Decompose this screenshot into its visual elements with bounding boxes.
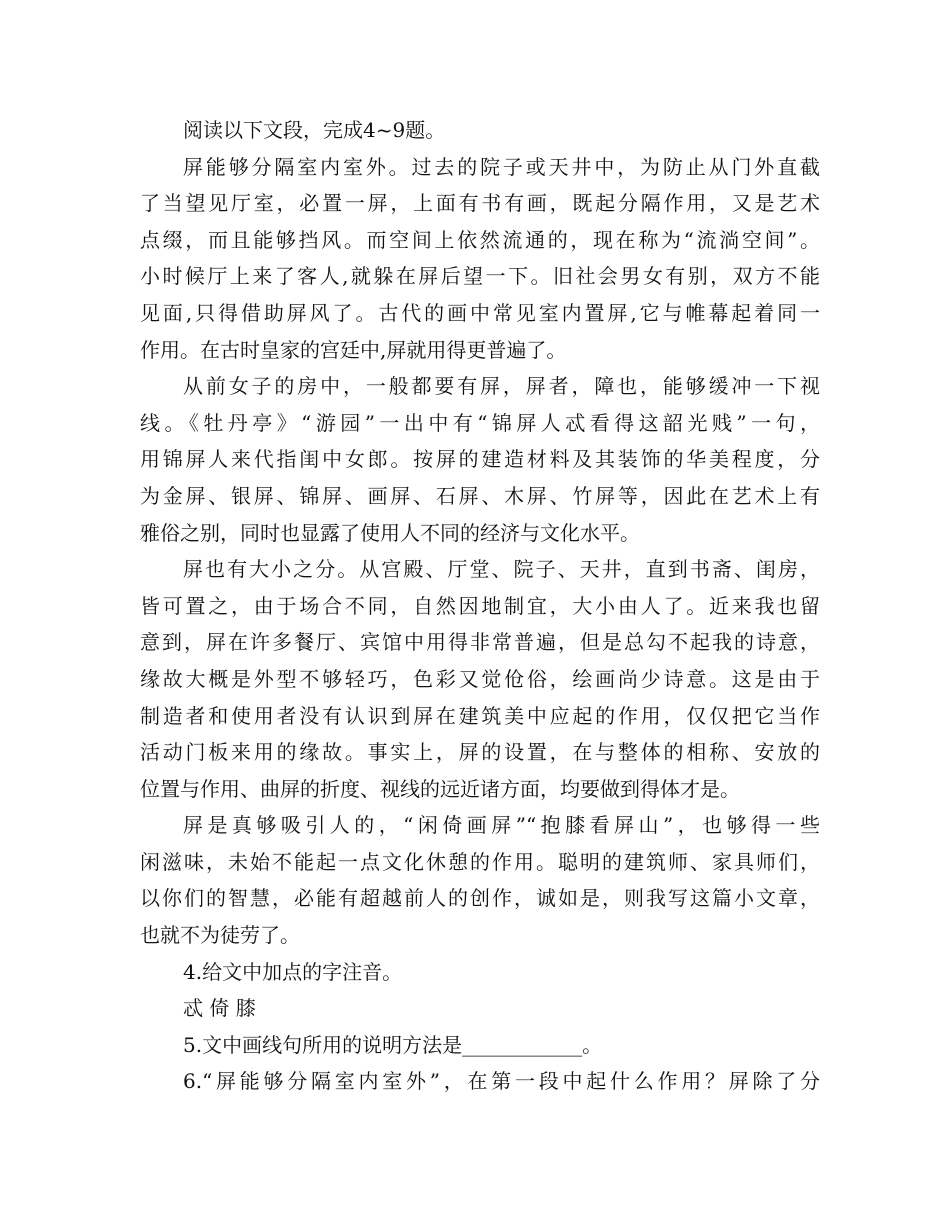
paragraph-2-line-3: 用锦屏人来代指闺中女郎。按屏的建造材料及其装饰的华美程度，分 [140, 447, 820, 472]
paragraph-1-line-5: 见面,只得借助屏风了。古代的画中常见室内置屏,它与帷幕起着同一 [140, 300, 820, 325]
paragraph-3-line-7: 位置与作用、曲屏的折度、视线的远近诸方面，均要做到得体才是。 [140, 776, 740, 801]
question-4: 4.给文中加点的字注音。 [183, 959, 403, 984]
paragraph-2-line-4: 为金屏、银屏、锦屏、画屏、石屏、木屏、竹屏等，因此在艺术上有 [140, 483, 820, 508]
paragraph-1-line-1: 屏能够分隔室内室外。过去的院子或天井中，为防止从门外直截 [183, 154, 820, 179]
paragraph-2-line-1: 从前女子的房中，一般都要有屏，屏者，障也，能够缓冲一下视 [183, 374, 820, 399]
instruction-line: 阅读以下文段，完成4~9题。 [183, 118, 446, 142]
paragraph-3-line-3: 意到，屏在许多餐厅、宾馆中用得非常普遍，但是总勾不起我的诗意， [140, 630, 820, 655]
paragraph-3-line-6: 活动门板来用的缘故。事实上，屏的设置，在与整体的相称、安放的 [140, 740, 820, 765]
paragraph-4-line-2: 闲滋味，未始不能起一点文化休憩的作用。聪明的建筑师、家具师们， [140, 849, 820, 874]
paragraph-4-line-3: 以你们的智慧，必能有超越前人的创作，诚如是，则我写这篇小文章， [140, 886, 820, 911]
paragraph-1-line-4: 小时候厅上来了客人,就躲在屏后望一下。旧社会男女有别，双方不能 [140, 264, 820, 289]
paragraph-2-line-5: 雅俗之别，同时也显露了使用人不同的经济与文化水平。 [140, 520, 640, 545]
paragraph-1-line-2: 了当望见厅室，必置一屏，上面有书有画，既起分隔作用，又是艺术 [140, 191, 820, 216]
question-4-characters: 忒 倚 膝 [183, 996, 256, 1021]
question-5: 5.文中画线句所用的说明方法是____________。 [183, 1032, 603, 1057]
reading-passage [140, 112, 820, 1100]
paragraph-4-line-4: 也就不为徒劳了。 [140, 923, 300, 948]
paragraph-4-line-1: 屏是真够吸引人的，“闲倚画屏”“抱膝看屏山”，也够得一些 [183, 813, 820, 838]
paragraph-1-line-3: 点缀，而且能够挡风。而空间上依然流通的，现在称为“流淌空间”。 [140, 227, 820, 252]
paragraph-3-line-5: 制造者和使用者没有认识到屏在建筑美中应起的作用，仅仅把它当作 [140, 703, 820, 728]
paragraph-3-line-4: 缘故大概是外型不够轻巧，色彩又觉伧俗，绘画尚少诗意。这是由于 [140, 666, 820, 691]
question-6: 6.“屏能够分隔室内室外”，在第一段中起什么作用？屏除了分 [183, 1069, 820, 1094]
paragraph-3-line-1: 屏也有大小之分。从宫殿、厅堂、院子、天井，直到书斋、闺房， [183, 557, 820, 582]
paragraph-2-line-2: 线。《牡丹亭》“游园”一出中有“锦屏人忒看得这韶光贱”一句， [140, 410, 820, 435]
paragraph-3-line-2: 皆可置之，由于场合不同，自然因地制宜，大小由人了。近来我也留 [140, 593, 820, 618]
paragraph-1-line-6: 作用。在古时皇家的宫廷中,屏就用得更普遍了。 [140, 337, 567, 362]
